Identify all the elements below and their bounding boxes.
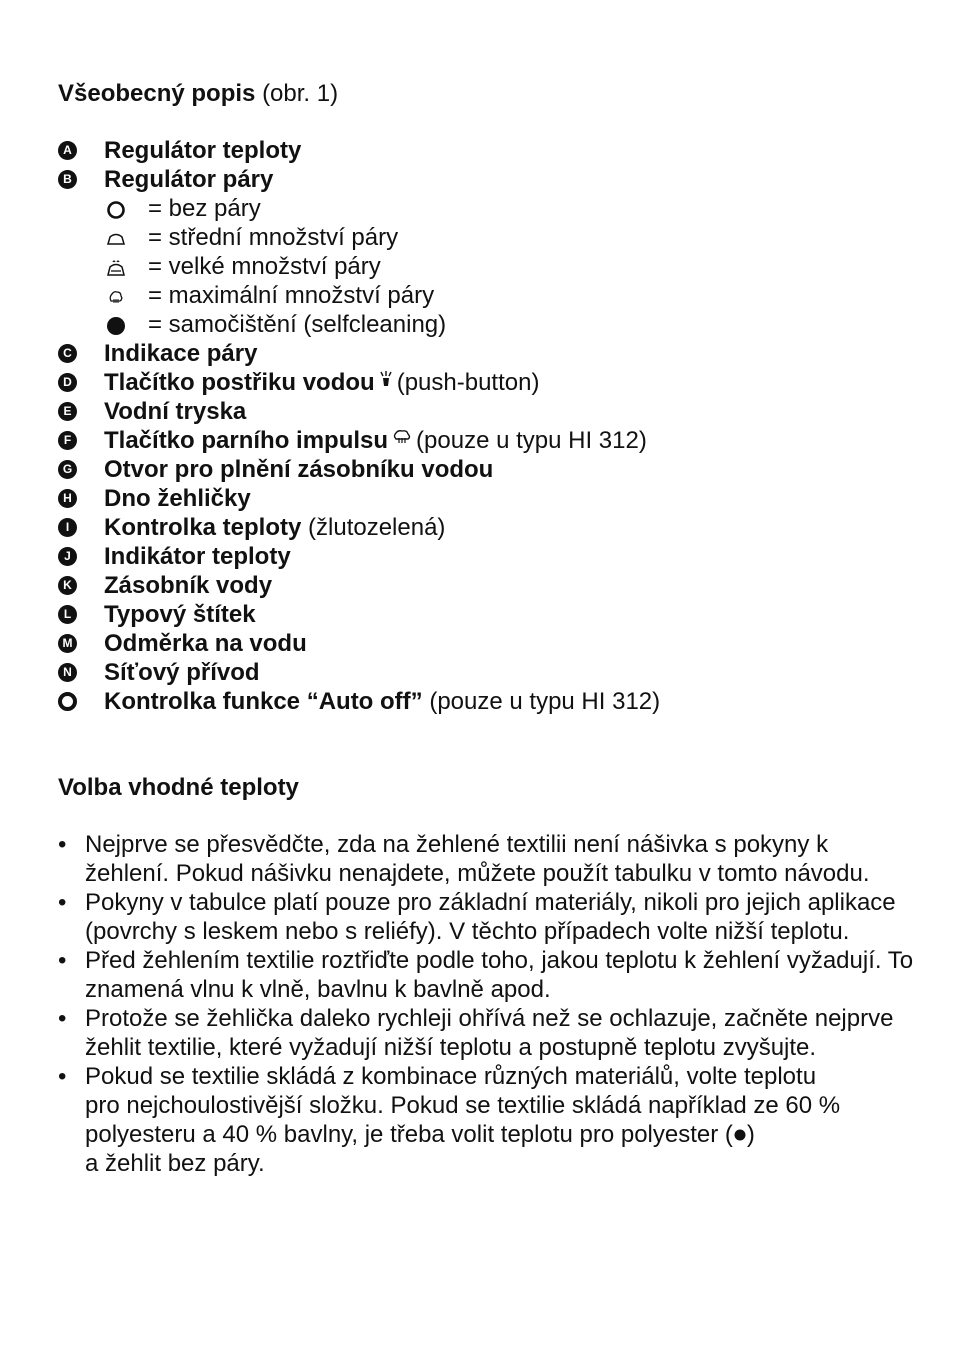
part-o — [58, 687, 918, 716]
part-label: Otvor pro plnění zásobníku vodou — [104, 456, 494, 483]
part-note: (pouze u typu HI 312) — [416, 427, 647, 454]
part-e — [58, 397, 918, 426]
bullet-item — [58, 1062, 918, 1178]
part-text-line — [104, 687, 660, 716]
steam-max-icon — [104, 281, 128, 310]
parts-list — [58, 136, 918, 716]
bullet-marker: • — [58, 831, 67, 858]
bullet-text: Pokyny v tabulce platí pouze pro základní materiály, nikoli pro jejich aplikace (povrchy s leskem nebo s reliéfy). V těchto případech volte nižší teplotu. — [85, 889, 896, 945]
part-letter-badge: I — [58, 518, 77, 537]
part-label: Regulátor teploty — [104, 137, 302, 164]
bullet-item — [58, 830, 918, 888]
part-l — [58, 600, 918, 629]
part-f — [58, 426, 918, 455]
part-n — [58, 658, 918, 687]
part-label: Odměrka na vodu — [104, 630, 307, 657]
polyester-dot-icon — [733, 1121, 747, 1148]
spray-icon — [379, 368, 393, 397]
part-letter-badge: A — [58, 141, 77, 160]
part-label: Dno žehličky — [104, 485, 251, 512]
part-letter-badge — [58, 692, 77, 711]
part-letter-badge: E — [58, 402, 77, 421]
bullet-text-line: ) — [746, 1121, 755, 1148]
part-note: (žlutozelená) — [308, 514, 446, 541]
part-d — [58, 368, 918, 397]
steam-setting-text: = velké množství páry — [148, 253, 381, 280]
part-label: Tlačítko parního impulsu — [104, 427, 389, 454]
part-note: (push-button) — [396, 369, 540, 396]
general-description-figure-ref: (obr. 1) — [262, 80, 339, 107]
steam-setting-text: = maximální množství páry — [148, 282, 435, 309]
part-letter-badge: N — [58, 663, 77, 682]
part-b — [58, 165, 918, 194]
part-label: Kontrolka funkce “Auto off” — [104, 688, 423, 715]
part-label: Regulátor páry — [104, 166, 274, 193]
bullet-text-line: Pokud se textilie skládá z kombinace různých materiálů, volte teplotu — [85, 1063, 817, 1090]
general-description-heading — [58, 79, 338, 108]
bullet-text: Před žehlením textilie roztřiďte podle toho, jakou teplotu k žehlení vyžadují. To znamená vlnu k vlně, bavlnu k bavlně apod. — [85, 947, 914, 1003]
bullet-text-line: polyesteru a 40 % bavlny, je třeba volit teplotu pro polyester ( — [85, 1121, 733, 1148]
part-label: Typový štítek — [104, 601, 256, 628]
bullet-item — [58, 946, 918, 1004]
part-letter-badge: L — [58, 605, 77, 624]
part-letter-badge: G — [58, 460, 77, 479]
steam-setting-medium — [58, 223, 918, 252]
part-g — [58, 455, 918, 484]
part-label: Vodní tryska — [104, 398, 247, 425]
part-label: Indikace páry — [104, 340, 258, 367]
bullet-text-line: pro nejchoulostivější složku. Pokud se textilie skládá například ze 60 % — [85, 1092, 841, 1119]
steam-setting-selfclean — [58, 310, 918, 339]
steam-setting-text: = samočištění (selfcleaning) — [148, 311, 447, 338]
steam-shot-icon — [392, 426, 412, 455]
bullet-marker: • — [58, 947, 67, 974]
bullet-text: Protože se žehlička daleko rychleji ohřívá než se ochlazuje, začněte nejprve žehlit textilie, které vyžadují nižší teplotu a postupně teplotu zvyšujte. — [85, 1005, 894, 1061]
part-note: (pouze u typu HI 312) — [429, 688, 661, 715]
steam-setting-text: = bez páry — [148, 195, 261, 222]
steam-high-icon — [104, 252, 128, 281]
bullet-text: Nejprve se přesvědčte, zda na žehlené textilii není nášivka s pokyny k žehlení. Pokud nášivku nenajdete, můžete použít tabulku v tomto návodu. — [85, 831, 870, 887]
part-label: Indikátor teploty — [104, 543, 291, 570]
part-text-line — [104, 426, 647, 455]
self-clean-dot-icon — [104, 310, 128, 339]
part-letter-badge: B — [58, 170, 77, 189]
bullet-marker: • — [58, 1063, 67, 1090]
part-letter-badge: H — [58, 489, 77, 508]
part-j — [58, 542, 918, 571]
part-text-line — [104, 513, 445, 542]
steam-setting-max — [58, 281, 918, 310]
part-c — [58, 339, 918, 368]
part-label: Tlačítko postřiku vodou — [104, 369, 375, 396]
part-label: Zásobník vody — [104, 572, 273, 599]
part-letter-badge: D — [58, 373, 77, 392]
part-m — [58, 629, 918, 658]
bullet-item — [58, 1004, 918, 1062]
part-a — [58, 136, 918, 165]
bullet-text-line: a žehlit bez páry. — [85, 1150, 265, 1177]
steam-setting-text: = střední množství páry — [148, 224, 399, 251]
part-text-line — [104, 368, 539, 397]
part-letter-badge: K — [58, 576, 77, 595]
steam-setting-high — [58, 252, 918, 281]
bullet-marker: • — [58, 889, 67, 916]
part-label: Kontrolka teploty — [104, 514, 302, 541]
general-description-title: Všeobecný popis — [58, 80, 256, 107]
part-i — [58, 513, 918, 542]
part-letter-badge: J — [58, 547, 77, 566]
off-circle-icon — [104, 194, 128, 223]
part-letter-badge: F — [58, 431, 77, 450]
bullet-marker: • — [58, 1005, 67, 1032]
steam-medium-icon — [104, 223, 128, 252]
part-k — [58, 571, 918, 600]
temperature-bullet-list — [58, 830, 918, 1178]
part-letter-badge: M — [58, 634, 77, 653]
temperature-heading: Volba vhodné teploty — [58, 774, 299, 801]
part-letter-badge: C — [58, 344, 77, 363]
bullet-item — [58, 888, 918, 946]
part-label: Síťový přívod — [104, 659, 260, 686]
steam-setting-off — [58, 194, 918, 223]
part-h — [58, 484, 918, 513]
